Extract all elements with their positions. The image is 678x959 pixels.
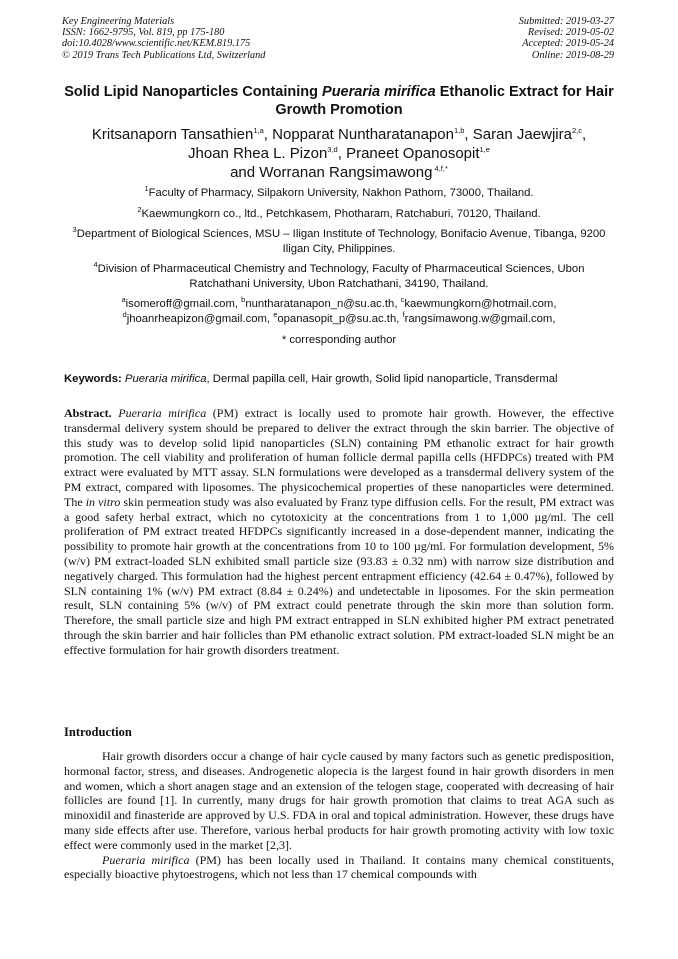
author-name: Worranan Rangsimawong (259, 164, 433, 181)
author-line: Jhoan Rhea L. Pizon$^{3,d}$, Praneet Opanosopit$^{1,e}$ (188, 145, 490, 162)
journal-issn: ISSN: 1662-9795, Vol. 819, pp 175-180 (62, 27, 225, 39)
journal-doi[interactable]: doi:10.4028/www.scientific.net/KEM.819.175 (62, 38, 251, 50)
body-paragraph: Pueraria mirifica (PM) has been locally used in Thailand. It contains many chemical constituents, especially bioactive phytoestrogens, which not less than 17 chemical compounds with (64, 852, 615, 882)
journal-copyright: © 2019 Trans Tech Publications Ltd, Switzerland (62, 49, 266, 61)
affiliations (70, 186, 608, 354)
email-link[interactable]: jhoanrheapizon@gmail.com, (126, 312, 274, 325)
submission-dates (519, 16, 614, 61)
paper-title: Solid Lipid Nanoparticles Containing Pueraria mirifica Ethanolic Extract for Hair Growth Promotion (64, 84, 614, 118)
email-link[interactable]: isomeroff@gmail.com, (125, 298, 242, 310)
accepted-date: Accepted: 2019-05-24 (522, 38, 614, 50)
email-link[interactable]: opanasopit_p@su.ac.th, (277, 312, 403, 325)
revised-date: Revised: 2019-05-02 (527, 27, 614, 39)
journal-info (62, 16, 265, 61)
keywords-label: Keywords: (64, 373, 122, 385)
abstract-label: Abstract. (64, 406, 112, 420)
author-name: Jhoan Rhea L. Pizon (188, 145, 328, 162)
author-name: Praneet Opanosopit (346, 145, 480, 162)
email-link[interactable]: nuntharatanapon_n@su.ac.th, (245, 298, 401, 310)
affiliation: $^3$Department of Biological Sciences, MSU – Iligan Institute of Technology, Bonifacio Avenue, Tibanga, 9200 Iligan City, Philippines. (72, 225, 606, 255)
online-date: Online: 2019-08-29 (531, 49, 614, 61)
introduction-body (64, 749, 614, 882)
author-name: Nopparat Nuntharatanapon (272, 126, 454, 143)
abstract-paragraph: Abstract. Pueraria mirifica (PM) extract is locally used to promote hair growth. However, the effective transdermal delivery system should be prepared to deliver the extract through the skin barrier. The objective of this study was to develop solid lipid nanoparticles (SLN) containing PM ethanolic extract for hair growth promotion. The cell viability and proliferation of human follicle dermal papilla cells (HFDPCs) treated with PM extract were evaluated by MTT assay. SLN formulations were developed as a transdermal delivery system of the PM extract, compared with liposomes. The physicochemical properties of these nanoparticles were determined. The in vitro skin permeation study was also evaluated by Franz type diffusion cells. For the result, PM extract was a good safety herbal extract, which no cytotoxicity at the concentrations from 1 to 1,000 µg/ml. The cell proliferation of PM extract treated HFDPCs significantly increased in a dose-dependent manner, indicating the possibility to promote hair growth at the concentrations from 10 to 100 µg/ml. For formulation development, 5% (w/v) PM extract-loaded SLN exhibited small particle size (93.83 ± 0.32 nm) with narrow size distribution and negatively charged. This formulation had the highest percent entrapment efficiency (42.64 ± 0.47%), followed by SLN containing 1% (w/v) PM extract (8.84 ± 0.24%) and undetectable in liposomes. For the skin permeation result, SLN containing 5% (w/v) of PM extract could penetrate through the skin more than solution form. Therefore, the small particle size and high PM extract entrapped in SLN exhibited higher PM extract penetrated through the skin barrier and hair follicles than PM ethanolic extract solution. PM extract-loaded SLN might be an effective formulation for hair growth disorders treatment. (64, 406, 614, 657)
corresponding-author-note: * corresponding author (281, 334, 397, 346)
affiliation: $^1$Faculty of Pharmacy, Silpakorn University, Nakhon Pathom, 73000, Thailand. (144, 184, 534, 199)
email-list: $^a$isomeroff@gmail.com, $^b$nuntharatanapon_n@su.ac.th, $^c$kaewmungkorn@hotmail.com, $^d$jhoanrheapizon@gmail.com, $^e$opanasopit_p@su.ac.th, $^f$rangsimawong.w@gmail.com, (121, 295, 557, 325)
keywords: Keywords: Pueraria mirifica, Dermal papilla cell, Hair growth, Solid lipid nanoparticle, Transdermal (64, 373, 558, 385)
author-name: Saran Jaewjira (472, 126, 572, 143)
section-heading-introduction: Introduction (64, 725, 132, 739)
author-line: and Worranan Rangsimawong $^{4,f,*}$ (230, 164, 448, 181)
abstract (64, 406, 614, 658)
journal-name: Key Engineering Materials (62, 16, 175, 27)
author-name: Kritsanaporn Tansathien (91, 126, 254, 143)
author-line: Kritsanaporn Tansathien$^{1,a}$, Nopparat Nuntharatanapon$^{1,b}$, Saran Jaewjira$^{2,c}$, (91, 126, 587, 143)
affiliation: $^2$Kaewmungkorn co., ltd., Petchkasem, Photharam, Ratchaburi, 70120, Thailand. (137, 204, 541, 220)
author-list (40, 125, 638, 182)
affiliation: $^4$Division of Pharmaceutical Chemistry and Technology, Faculty of Pharmaceutical Sciences, Ubon Ratchathani University, Ubon Ratchathani, 34190, Thailand. (93, 260, 585, 290)
email-link[interactable]: kaewmungkorn@hotmail.com, (404, 298, 557, 310)
email-link[interactable]: rangsimawong.w@gmail.com, (404, 312, 556, 325)
submitted-date: Submitted: 2019-03-27 (518, 16, 614, 27)
body-paragraph: Hair growth disorders occur a change of hair cycle caused by many factors such as genetic predisposition, hormonal factor, stress, and diseases. Androgenetic alopecia is the largest found in hair growth disorders in men and women, which a short anagen stage and an extension of the telogen stage, cooperated with decreasing of hair follicles are found [1]. In currently, many drugs for hair growth promotion that claims to treat AGA such as minoxidil and finasteride are approved by U.S. FDA in oral and topical administration. However, these drugs have many side effects after use. Therefore, various herbal products for hair growth promoting activity with low toxic effect were commonly used in the market [2,3]. (64, 749, 614, 852)
